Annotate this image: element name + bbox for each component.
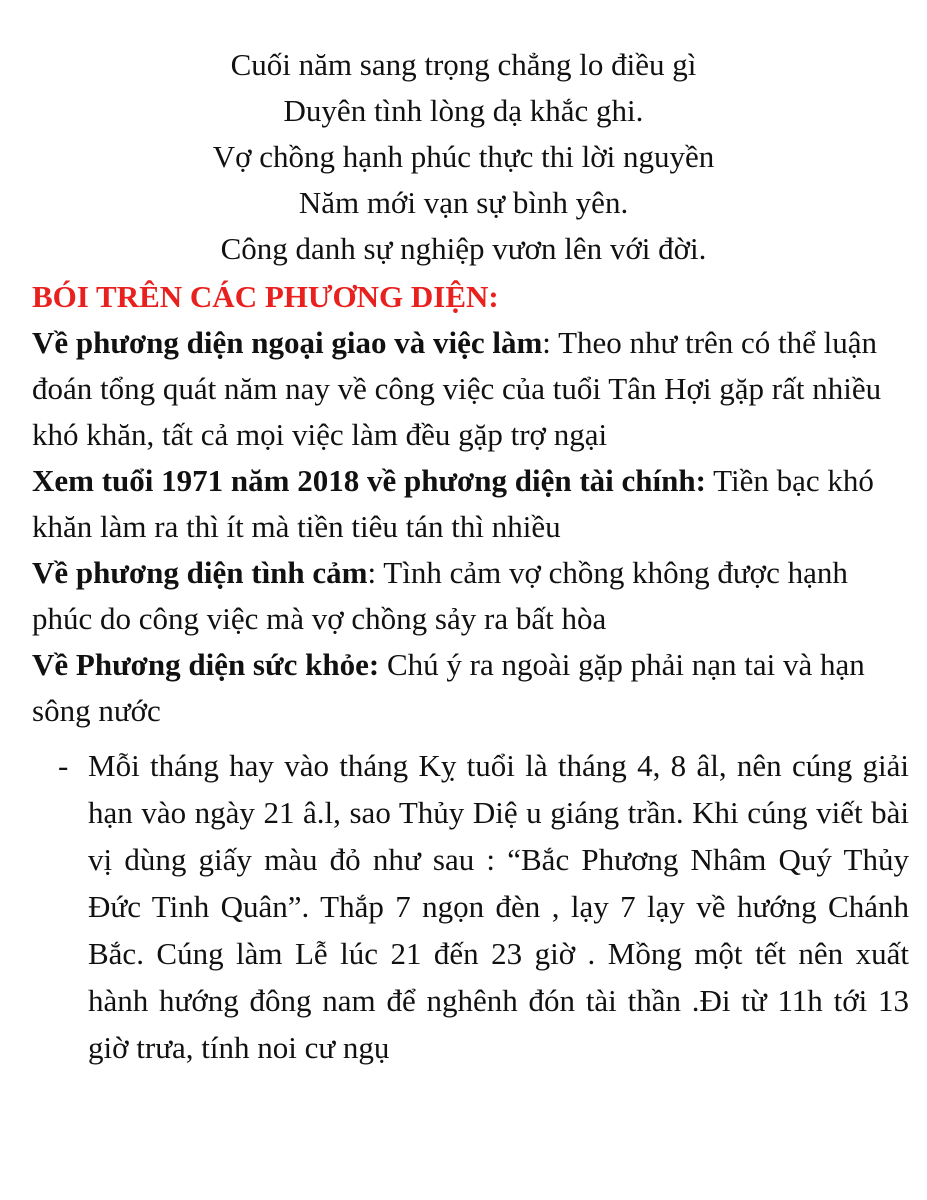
poem-line: Năm mới vạn sự bình yên. [298, 185, 629, 220]
paragraph-text: : Tình cảm vợ chồng không được hạnh phúc do công việc mà vợ chồng sảy ra bất hòa [32, 555, 848, 636]
paragraph-label: Về phương diện tình cảm [32, 555, 368, 590]
bullet-marker: - [58, 748, 69, 783]
section-heading: BÓI TRÊN CÁC PHƯƠNG DIỆN: [32, 279, 499, 314]
poem-line: Duyên tình lòng dạ khắc ghi. [283, 93, 644, 128]
paragraph-health [32, 642, 912, 734]
bullet-text: Mỗi tháng hay vào tháng Kỵ tuổi là tháng 4, 8 âl, nên cúng giải hạn vào ngày 21 â.l, sao Thủy Diệ u giáng trần. Khi cúng viết bài vị dùng giấy màu đỏ như sau : “Bắc Phương Nhâm Quý Thủy Đức Tinh Quân”. Thắp 7 ngọn đèn , lạy 7 lạy về hướng Chánh Bắc. Cúng làm Lễ lúc 21 đến 23 giờ . Mồng một tết nên xuất hành hướng đông nam để nghênh đón tài thần .Đi từ 11h tới 13 giờ trưa, tính noi cư ngụ [88, 748, 909, 1065]
paragraph-label: Về Phương diện sức khỏe: [32, 647, 380, 682]
paragraph-text: : Theo như trên có thể luận đoán tổng quát năm nay về công việc của tuổi Tân Hợi gặp rất nhiều khó khăn, tất cả mọi việc làm đều gặp trợ ngại [32, 325, 882, 452]
paragraph-label: Về phương diện ngoại giao và việc làm [32, 325, 543, 360]
poem-line: Vợ chồng hạnh phúc thực thi lời nguyền [212, 139, 715, 174]
paragraph-text: Tiền bạc khó khăn làm ra thì ít mà tiền tiêu tán thì nhiều [32, 463, 874, 544]
paragraph-text: Chú ý ra ngoài gặp phải nạn tai và hạn sông nước [32, 647, 865, 728]
poem-line: Cuối năm sang trọng chẳng lo điều gì [230, 47, 697, 82]
fortune-section [32, 274, 912, 1071]
poem-block [0, 42, 927, 272]
paragraph-work [32, 320, 912, 458]
paragraph-label: Xem tuổi 1971 năm 2018 về phương diện tài chính: [32, 463, 706, 498]
paragraph-finance [32, 458, 912, 550]
paragraph-love [32, 550, 912, 642]
bullet-item [32, 742, 909, 1071]
poem-line: Công danh sự nghiệp vươn lên với đời. [220, 231, 707, 266]
